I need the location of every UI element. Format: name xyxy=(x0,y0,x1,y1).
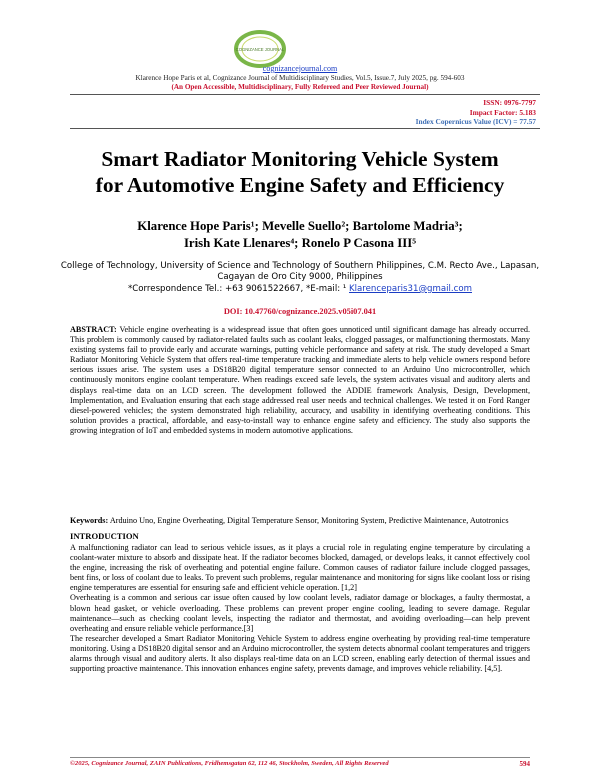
authors-line-1: Klarence Hope Paris¹; Mevelle Suello²; Bartolome Madria³; xyxy=(137,219,463,233)
footer-rule xyxy=(70,757,530,758)
keywords-text: Arduino Uno, Engine Overheating, Digital Temperature Sensor, Monitoring System, Predictive Maintenance, Autotronics xyxy=(109,516,509,525)
issn: ISSN: 0976-7797 xyxy=(483,98,536,107)
icv-value: Index Copernicus Value (ICV) = 77.57 xyxy=(415,117,536,127)
abstract-text: Vehicle engine overheating is a widespread issue that often goes unnoticed until significant damage has already occurred. This problem is commonly caused by radiator-related faults such as coolant leaks, clogged passages, or malfunctioning thermostats. Many existing systems fail to provide early and accurate warnings, putting vehicle performance and safety at risk. The study developed a Smart Radiator Monitoring Vehicle System that offers real-time temperature tracking and immediate alerts to help vehicle owners respond before serious issues arise. The system uses a DS18B20 digital temperature sensor connected to an Arduino Uno microcontroller, which continuously monitors engine coolant temperature. When readings exceed safe levels, the system activates visual and auditory alerts and displays real-time data on an LCD screen. The development followed the ADDIE framework Analysis, Design, Development, Implementation, and Evaluation ensuring that each stage addressed real user needs and technical challenges. We tested it on Ford Ranger diesel-powered vehicles; the system demonstrated high reliability, accuracy, and usability in identifying overheating conditions. This solution provides a practical, affordable, and easy-to-install way to enhance engine safety and efficiency. The study also supports the growing integration of IoT and embedded systems in modern automotive applications. xyxy=(70,325,531,435)
introduction-heading: INTRODUCTION xyxy=(70,531,139,541)
footer-copyright: ©2025, Cognizance Journal, ZAIN Publications, Fridhemsgatan 62, 112 46, Stockholm, Sweden, All Rights Reserved xyxy=(70,760,389,767)
logo-text: COGNIZANCE JOURNAL xyxy=(235,47,285,52)
keywords xyxy=(70,516,530,526)
paper-title xyxy=(60,146,540,198)
intro-paragraph-1: A malfunctioning radiator can lead to serious vehicle issues, as it plays a crucial role in regulating engine temperature by circulating a coolant-water mixture to absorb and dissipate heat. If the radiator becomes blocked, damaged, or develops leaks, it cannot effectively cool the engine, increasing the risk of overheating and potential engine failure. Common causes of radiator failure include clogged passages, bent fins, or loss of coolant due to leaks. To prevent such problems, regular maintenance and monitoring for signs like coolant loss or rising engine temperatures are essential for ensuring safe and efficient vehicle operation. [1,2] xyxy=(70,543,530,593)
citation-line: Klarence Hope Paris et al, Cognizance Journal of Multidisciplinary Studies, Vol.5, Issue.7, July 2025, pg. 594-603 xyxy=(135,74,465,82)
intro-paragraph-3: The researcher developed a Smart Radiator Monitoring Vehicle System to address engine overheating by providing real-time temperature monitoring. Using a DS18B20 digital sensor and an Arduino microcontroller, the system detects abnormal coolant temperatures and triggers alarms through visual and auditory alerts. It also displays real-time data on an LCD screen, enabling early detection of thermal issues and supporting proactive maintenance. This innovation enhances engine safety, prevents damage, and improves vehicle reliability. [4,5]. xyxy=(70,633,530,674)
header-rule-top xyxy=(70,94,540,95)
title-line-1: Smart Radiator Monitoring Vehicle System xyxy=(101,147,499,171)
journal-metrics xyxy=(416,98,536,127)
header-rule-bottom xyxy=(70,128,540,129)
author-list xyxy=(60,218,540,252)
open-access-line: (An Open Accessible, Multidisciplinary, Fully Refereed and Peer Reviewed Journal) xyxy=(171,83,429,91)
correspondence-line xyxy=(60,284,540,295)
correspondence-text: *Correspondence Tel.: +63 9061522667, *E-mail: ¹ xyxy=(128,283,347,294)
abstract xyxy=(70,325,530,436)
affiliation-line-1: College of Technology, University of Science and Technology of Southern Philippines, C.M. Recto Ave., Lapasan, xyxy=(60,261,540,271)
introduction-body xyxy=(70,543,530,674)
journal-site-link[interactable]: cognizancejournal.com xyxy=(262,64,338,73)
journal-logo xyxy=(230,30,290,68)
affiliation-line-2: Cagayan de Oro City 9000, Philippines xyxy=(217,272,383,283)
impact-factor: Impact Factor: 5.183 xyxy=(469,107,536,117)
keywords-label: Keywords: xyxy=(70,516,109,525)
author-email-link[interactable]: Klarenceparis31@gmail.com xyxy=(349,283,472,294)
page-number: 594 xyxy=(519,760,530,768)
abstract-label: ABSTRACT: xyxy=(70,325,117,334)
title-line-2: for Automotive Engine Safety and Efficiency xyxy=(95,173,505,197)
authors-line-2: Irish Kate Llenares⁴; Ronelo P Casona III⁵ xyxy=(183,236,417,250)
affiliation xyxy=(60,261,540,295)
doi[interactable]: DOI: 10.47760/cognizance.2025.v05i07.041 xyxy=(223,307,377,316)
intro-paragraph-2: Overheating is a common and serious car issue often caused by low coolant levels, radiator damage or blockages, a faulty thermostat, a blown head gasket, or vehicle overloading. These problems can prevent proper engine cooling, leading to severe damage. Regular maintenance—such as checking coolant levels, inspecting the radiator and thermostat, and avoiding overloading—can help prevent overheating and ensure reliable vehicle performance.[3] xyxy=(70,593,530,633)
